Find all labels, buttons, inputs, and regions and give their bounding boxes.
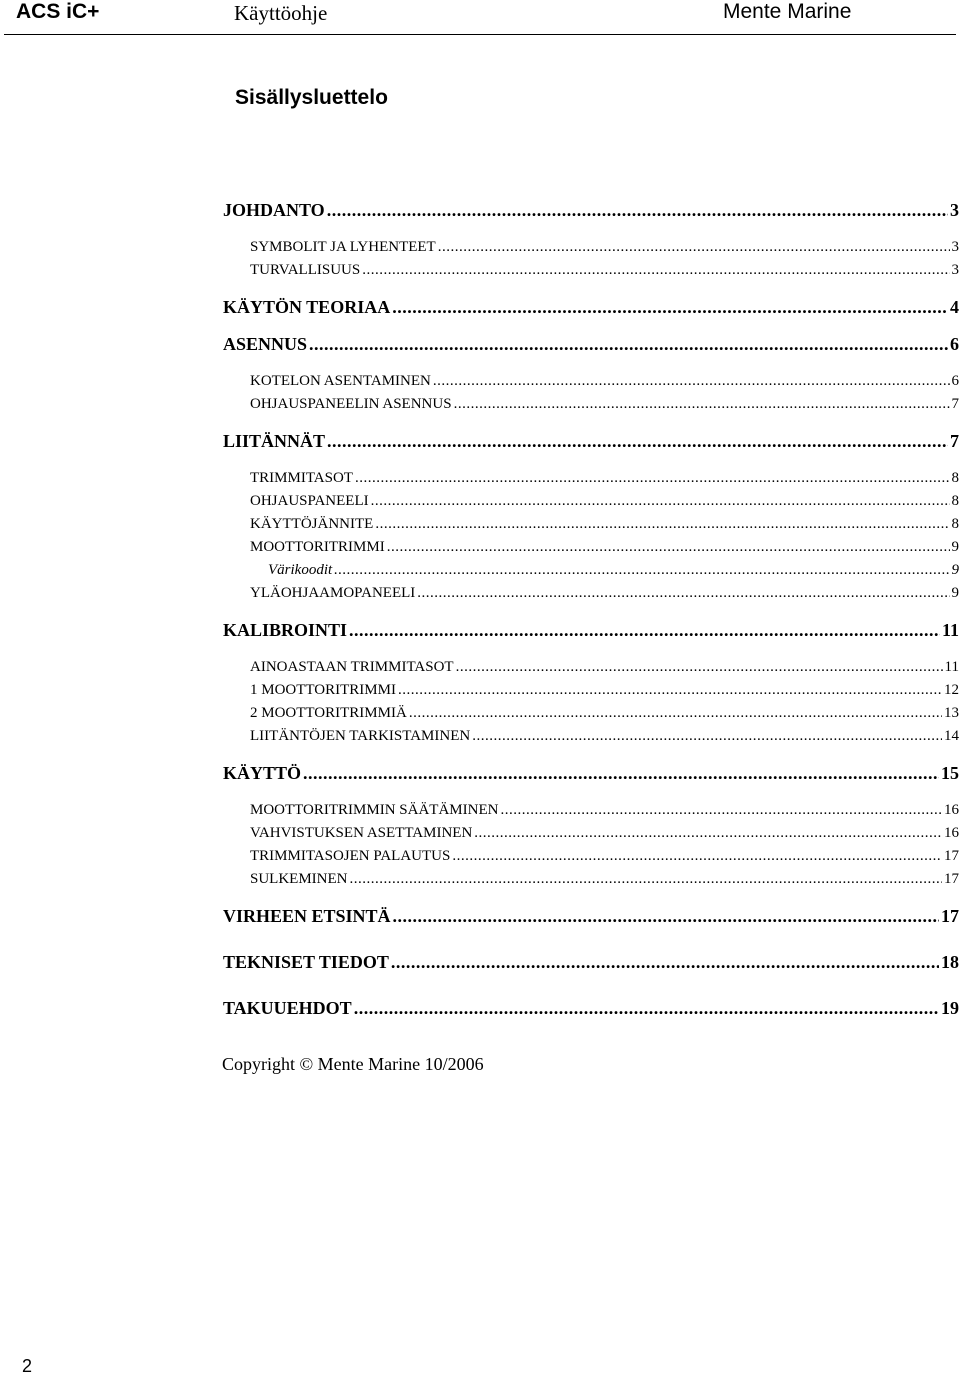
toc-entry[interactable] [223, 762, 959, 784]
toc-entry[interactable] [250, 536, 959, 558]
copyright-notice: Copyright © Mente Marine 10/2006 [222, 1054, 484, 1074]
toc-entry-page: 11 [941, 620, 959, 640]
toc-entry-title: TAKUUEHDOT [223, 998, 352, 1018]
toc-entry-page: 3 [950, 200, 959, 220]
header-company: Mente Marine [723, 0, 852, 23]
page-header [0, 0, 960, 36]
toc-entry[interactable] [250, 467, 959, 489]
toc-entry-title: 1 MOOTTORITRIMMI [250, 682, 396, 698]
toc-dot-leader [500, 799, 942, 821]
toc-entry[interactable] [250, 513, 959, 535]
toc-entry-title: JOHDANTO [223, 200, 325, 220]
toc-entry[interactable] [250, 679, 959, 701]
toc-dot-leader [438, 236, 950, 258]
toc-dot-leader [371, 490, 950, 512]
toc-entry-page: 17 [941, 906, 959, 926]
toc-entry[interactable] [223, 619, 959, 641]
toc-entry-page: 3 [951, 239, 959, 255]
toc-entry[interactable] [250, 868, 959, 890]
toc-dot-leader [334, 559, 949, 581]
toc-entry-title: SYMBOLIT JA LYHENTEET [250, 239, 436, 255]
toc-entry-title: VAHVISTUKSEN ASETTAMINEN [250, 825, 473, 841]
toc-entry-title: TRIMMITASOJEN PALAUTUS [250, 848, 451, 864]
toc-dot-leader [327, 430, 948, 452]
toc-entry-title: TRIMMITASOT [250, 470, 353, 486]
page-number: 2 [22, 1356, 33, 1376]
toc-dot-leader [398, 679, 942, 701]
toc-dot-leader [350, 868, 943, 890]
toc-entry-page: 14 [944, 728, 959, 744]
page-title: Sisällysluettelo [235, 86, 388, 109]
toc-dot-leader [456, 656, 943, 678]
toc-entry[interactable] [223, 296, 959, 318]
toc-entry-title: YLÄOHJAAMOPANEELI [250, 585, 416, 601]
toc-entry-title: 2 MOOTTORITRIMMIÄ [250, 705, 407, 721]
toc-entry-title: TURVALLISUUS [250, 262, 361, 278]
toc-entry-title: TEKNISET TIEDOT [223, 952, 389, 972]
toc-entry-title: OHJAUSPANEELI [250, 493, 369, 509]
toc-entry-title: LIITÄNNÄT [223, 431, 326, 451]
toc-entry[interactable] [250, 370, 959, 392]
toc-entry-page: 8 [951, 470, 959, 486]
toc-dot-leader [355, 467, 950, 489]
toc-dot-leader [309, 333, 948, 355]
toc-dot-leader [327, 199, 948, 221]
toc-dot-leader [392, 296, 948, 318]
header-brand: ACS iC+ [16, 0, 100, 23]
toc-entry-page: 11 [944, 659, 959, 675]
toc-dot-leader [354, 997, 939, 1019]
toc-dot-leader [472, 725, 942, 747]
toc-entry-title: ASENNUS [223, 334, 308, 354]
toc-entry-page: 7 [951, 396, 959, 412]
toc-entry[interactable] [250, 799, 959, 821]
toc-entry-page: 9 [951, 562, 959, 578]
toc-entry-page: 17 [944, 848, 959, 864]
toc-entry-title: KALIBROINTI [223, 620, 348, 640]
toc-dot-leader [409, 702, 942, 724]
toc-entry-page: 16 [944, 802, 959, 818]
toc-entry-page: 12 [944, 682, 959, 698]
toc-entry[interactable] [268, 559, 959, 581]
toc-entry-title: SULKEMINEN [250, 871, 348, 887]
toc-entry[interactable] [223, 199, 959, 221]
toc-entry-title: KÄYTTÖJÄNNITE [250, 516, 374, 532]
toc-entry[interactable] [223, 905, 959, 927]
toc-entry-title: AINOASTAAN TRIMMITASOT [250, 659, 454, 675]
toc-dot-leader [387, 536, 950, 558]
toc-entry-page: 9 [951, 585, 959, 601]
toc-entry[interactable] [250, 393, 959, 415]
toc-entry[interactable] [250, 490, 959, 512]
toc-entry-title: KÄYTÖN TEORIAA [223, 297, 391, 317]
toc-entry-page: 4 [950, 297, 959, 317]
toc-entry-page: 9 [951, 539, 959, 555]
toc-entry-title: VIRHEEN ETSINTÄ [223, 906, 391, 926]
toc-dot-leader [393, 905, 939, 927]
toc-entry-title: MOOTTORITRIMMI [250, 539, 385, 555]
toc-entry-title: Värikoodit [268, 562, 333, 578]
toc-entry[interactable] [223, 951, 959, 973]
toc-entry-title: MOOTTORITRIMMIN SÄÄTÄMINEN [250, 802, 499, 818]
toc-entry-page: 19 [941, 998, 959, 1018]
toc-entry-title: OHJAUSPANEELIN ASENNUS [250, 396, 452, 412]
toc-entry[interactable] [250, 702, 959, 724]
toc-entry[interactable] [250, 656, 959, 678]
toc-dot-leader [452, 845, 942, 867]
toc-entry[interactable] [223, 333, 959, 355]
toc-entry-page: 8 [951, 493, 959, 509]
toc-entry-page: 7 [950, 431, 959, 451]
toc-entry-page: 17 [944, 871, 959, 887]
header-document-title: Käyttöohje [234, 1, 328, 25]
toc-entry-title: KOTELON ASENTAMINEN [250, 373, 431, 389]
toc-dot-leader [391, 951, 939, 973]
toc-entry-page: 15 [941, 763, 959, 783]
toc-entry[interactable] [250, 236, 959, 258]
toc-entry[interactable] [223, 997, 959, 1019]
toc-entry-page: 16 [944, 825, 959, 841]
toc-dot-leader [303, 762, 939, 784]
toc-entry[interactable] [223, 430, 959, 452]
toc-dot-leader [349, 619, 940, 641]
toc-entry-page: 8 [951, 516, 959, 532]
header-divider [4, 34, 956, 35]
toc-dot-leader [417, 582, 949, 604]
toc-dot-leader [474, 822, 942, 844]
toc-entry-page: 6 [950, 334, 959, 354]
toc-entry-page: 6 [951, 373, 959, 389]
toc-entry-page: 3 [951, 262, 959, 278]
toc-dot-leader [433, 370, 950, 392]
toc-entry[interactable] [250, 259, 959, 281]
toc-entry[interactable] [250, 822, 959, 844]
toc-entry[interactable] [250, 845, 959, 867]
toc-entry-page: 18 [941, 952, 959, 972]
toc-entry-title: LIITÄNTÖJEN TARKISTAMINEN [250, 728, 471, 744]
toc-dot-leader [375, 513, 949, 535]
toc-dot-leader [454, 393, 950, 415]
toc-dot-leader [362, 259, 949, 281]
toc-entry[interactable] [250, 582, 959, 604]
toc-entry-title: KÄYTTÖ [223, 763, 302, 783]
toc-entry-page: 13 [944, 705, 959, 721]
toc-entry[interactable] [250, 725, 959, 747]
